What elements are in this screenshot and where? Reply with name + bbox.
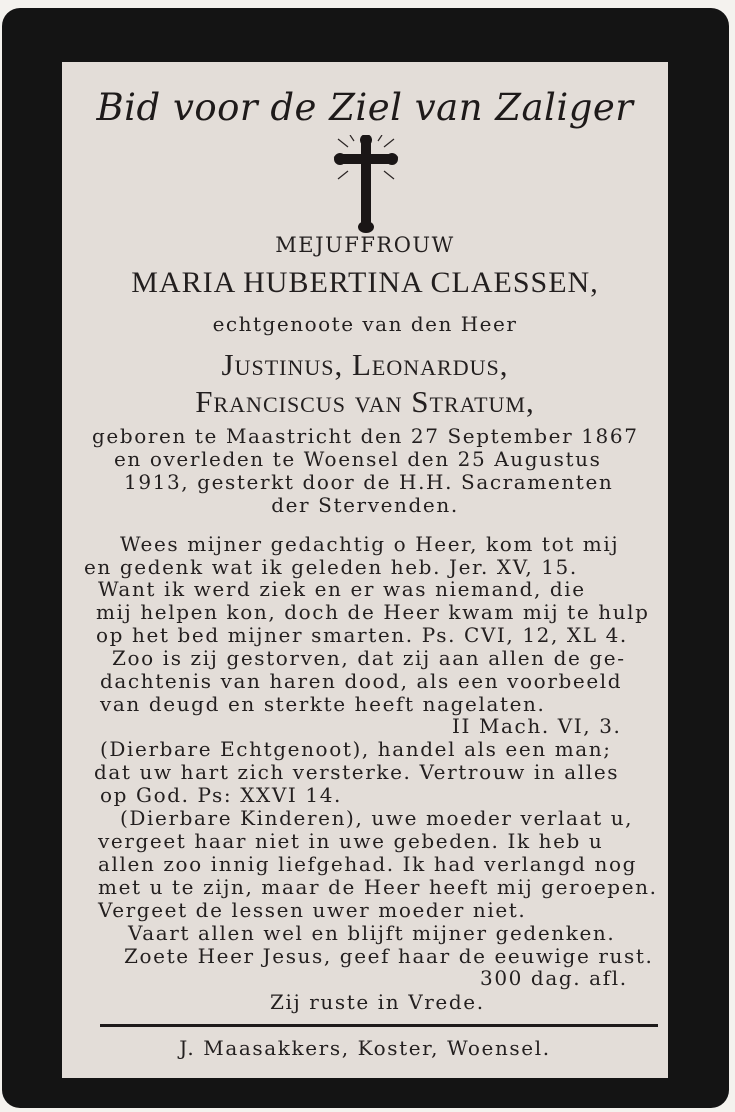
verse-line: (Dierbare Echtgenoot), handel als een man; (100, 737, 612, 761)
verse-line: dat uw hart zich versterke. Vertrouw in alles (94, 760, 620, 784)
verse-line: Zoete Heer Jesus, geef haar de eeuwige rust. (124, 944, 654, 968)
verse-line: op het bed mijner smarten. Ps. CVI, 12, XL 4. (96, 623, 628, 647)
bio-line: en overleden te Woensel den 25 Augustus (114, 447, 602, 471)
spouse-intro: echtgenoote van den Heer (212, 312, 518, 336)
verse-line: allen zoo innig liefgehad. Ik had verlangd nog (98, 852, 637, 876)
bio-line: 1913, gesterkt door de H.H. Sacramenten (124, 470, 614, 494)
verse-line: dachtenis van haren dood, als een voorbeeld (100, 669, 623, 693)
verse-line: en gedenk wat ik geleden heb. Jer. XV, 15. (84, 555, 578, 579)
deceased-name: MARIA HUBERTINA CLAESSEN, (131, 266, 599, 299)
verse-line: mij helpen kon, doch de Heer kwam mij te hulp (96, 600, 650, 624)
verse-reference: II Mach. VI, 3. (452, 714, 622, 738)
cross-icon (332, 135, 400, 235)
verse-line: Vergeet de lessen uwer moeder niet. (98, 898, 527, 922)
indulgence-note: 300 dag. afl. (480, 966, 628, 990)
verse-line: met u te zijn, maar de Heer heeft mij geroepen. (98, 875, 658, 899)
bio-line: geboren te Maastricht den 27 September 1867 (92, 424, 639, 448)
verse-line: Wees mijner gedachtig o Heer, kom tot mij (120, 532, 620, 556)
bio-line: der Stervenden. (271, 493, 459, 517)
verse-line: Zoo is zij gestorven, dat zij aan allen de ge- (112, 646, 626, 670)
spouse-name-line-2: Franciscus van Stratum, (195, 384, 535, 419)
closing-prayer: Zij ruste in Vrede. (270, 990, 485, 1014)
printer-credit: J. Maasakkers, Koster, Woensel. (179, 1036, 551, 1060)
verse-line: op God. Ps: XXVI 14. (100, 783, 342, 807)
card-heading: Bid voor de Ziel van Zaliger (96, 86, 634, 129)
verse-line: (Dierbare Kinderen), uwe moeder verlaat u, (120, 806, 634, 830)
verse-line: vergeet haar niet in uwe gebeden. Ik heb u (98, 829, 604, 853)
verse-line: Want ik werd ziek en er was niemand, die (98, 577, 586, 601)
honorific: MEJUFFROUW (275, 233, 455, 257)
spouse-name-line-1: Justinus, Leonardus, (221, 347, 509, 382)
verse-line: van deugd en sterkte heeft nagelaten. (100, 692, 546, 716)
divider-rule (100, 1024, 658, 1027)
memorial-card (62, 62, 668, 1078)
verse-line: Vaart allen wel en blijft mijner gedenken. (128, 921, 616, 945)
